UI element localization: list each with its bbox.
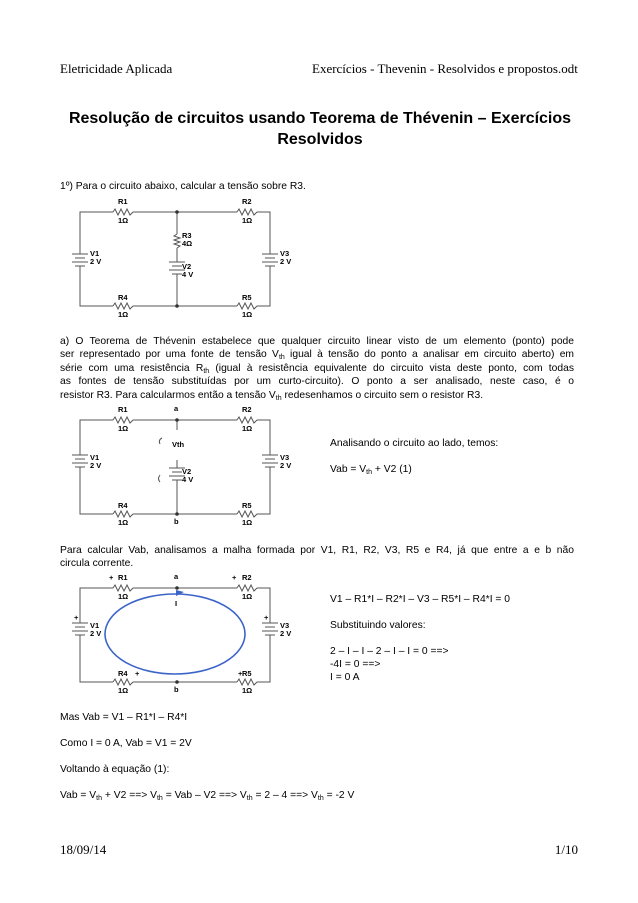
label-v3: V3 — [280, 453, 290, 462]
label-r2: R2 — [242, 197, 252, 206]
label-r1: R1 — [118, 405, 128, 414]
label-r1-value: 1Ω — [118, 216, 129, 225]
label-r4-value: 1Ω — [118, 310, 129, 319]
label-r1: R1 — [118, 197, 128, 206]
label-v1-value: 2 V — [90, 629, 102, 638]
label-r2-value: 1Ω — [242, 592, 253, 601]
plus-r1: + — [109, 573, 114, 582]
label-b: b — [174, 685, 179, 694]
mesh-equation: V1 – R1*I – R2*I – V3 – R5*I – R4*I = 0 — [330, 594, 511, 605]
label-v3: V3 — [280, 621, 290, 630]
final-equation: Vab = $V_{th} + V2$ ==> $V_{th}$ = Vab – V2 ==> $V_{th} = 2 - 4$ ==> $V_{th} = -2$ V — [60, 790, 355, 802]
label-r4: R4 — [118, 293, 128, 302]
mesh-step-3: I = 0 A — [330, 672, 360, 683]
question-text: 1º) Para o circuito abaixo, calcular a tensão sobre R3. — [60, 181, 306, 192]
label-v1-value: 2 V — [90, 461, 102, 470]
mesh-step-2: -4I = 0 ==> — [330, 659, 381, 670]
analysis-equation: Vab = $V_{th} + V2$ (1) — [330, 464, 412, 476]
label-r3: R3 — [182, 231, 192, 240]
footer-date: 18/09/14 — [60, 842, 107, 857]
label-v2-value: 4 V — [182, 270, 194, 279]
para-a-line-5: resistor R3. Para calcularmos então a tensão $V_{th}$ redesenhamos o circuito sem o resistor R3. — [60, 389, 484, 402]
label-v1: V1 — [90, 249, 100, 258]
vab-expression: Mas Vab = V1 – R1*I – R4*I — [60, 712, 188, 723]
para-a-line-2: ser representado por uma fonte de tensão $V_{th}$ igual à tensão do ponto a analisar em circuito aberto) em — [60, 349, 575, 362]
label-r2-value: 1Ω — [242, 216, 253, 225]
label-r5: R5 — [242, 293, 252, 302]
label-r5: R5 — [242, 501, 252, 510]
plus-v1: + — [74, 613, 79, 622]
label-a: a — [174, 404, 179, 413]
label-r4: R4 — [118, 501, 128, 510]
label-v2: V2 — [182, 262, 192, 271]
mesh-substitution-label: Substituindo valores: — [330, 620, 426, 631]
title-line-2: Resolvidos — [277, 131, 363, 148]
plus-r4: + — [135, 669, 140, 678]
label-r4-value: 1Ω — [118, 686, 129, 695]
title-line-1: Resolução de circuitos usando Teorema de Thévenin – Exercícios — [68, 110, 572, 127]
header-right: Exercícios - Thevenin - Resolvidos e propostos.odt — [312, 61, 578, 76]
label-v3: V3 — [280, 249, 290, 258]
paragraph-vab — [60, 544, 574, 571]
circuit-diagram-3 — [60, 568, 300, 696]
label-r4: R4 — [118, 669, 128, 678]
label-r4-value: 1Ω — [118, 518, 129, 527]
label-r2: R2 — [242, 405, 252, 414]
mesh-step-1: 2 – I – I – 2 – I – I = 0 ==> — [330, 646, 449, 657]
label-r1-value: 1Ω — [118, 592, 129, 601]
analysis-intro: Analisando o circuito ao lado, temos: — [330, 438, 499, 449]
plus-v3: + — [264, 613, 269, 622]
label-v3-value: 2 V — [280, 257, 292, 266]
label-v3-value: 2 V — [280, 629, 292, 638]
footer-page: 1/10 — [554, 842, 578, 857]
label-v2-value: 4 V — [182, 475, 194, 484]
page-title — [55, 108, 585, 150]
label-r5-value: 1Ω — [242, 518, 253, 527]
para-a-line-1: a) O Teorema de Thévenin estabelece que qualquer circuito linear visto de um elemento (ponto) pode — [60, 336, 574, 347]
como-text: Como I = 0 A, Vab = V1 = 2V — [60, 738, 192, 749]
circuit-diagram-1 — [60, 192, 300, 320]
label-v1-value: 2 V — [90, 257, 102, 266]
para-a-line-3: série com uma resistência $R_{th}$ (igual à resistência equivalente do circuito vista deste ponto, com todas — [60, 362, 574, 375]
label-v3-value: 2 V — [280, 461, 292, 470]
label-r1: R1 — [118, 573, 128, 582]
label-r5: R5 — [242, 669, 252, 678]
voltando-text: Voltando à equação (1): — [60, 764, 170, 775]
plus-r2: + — [232, 573, 237, 582]
label-a: a — [174, 572, 179, 581]
para-vab-line-1: Para calcular Vab, analisamos a malha formada por V1, R1, R2, V3, R5 e R4, já que entre a e b não — [60, 545, 574, 556]
label-r5-value: 1Ω — [242, 686, 253, 695]
label-v2: V2 — [182, 467, 192, 476]
para-a-line-4: as fontes de tensão substituídas por um curto-circuito). O ponto a ser analisado, neste caso, é o — [60, 376, 574, 388]
label-r2: R2 — [242, 573, 252, 582]
label-r5-value: 1Ω — [242, 310, 253, 319]
label-b: b — [174, 517, 179, 526]
circuit-diagram-2 — [60, 400, 300, 528]
plus-r5: + — [238, 669, 243, 678]
label-r3-value: 4Ω — [182, 239, 193, 248]
label-vth: Vth — [172, 440, 185, 449]
para-vab-line-2: circula corrente. — [60, 558, 134, 570]
header-left: Eletricidade Aplicada — [60, 61, 173, 76]
paragraph-thevenin — [60, 335, 574, 402]
label-v1: V1 — [90, 621, 100, 630]
label-r2-value: 1Ω — [242, 424, 253, 433]
label-r1-value: 1Ω — [118, 424, 129, 433]
label-v1: V1 — [90, 453, 100, 462]
label-current: I — [175, 599, 178, 608]
